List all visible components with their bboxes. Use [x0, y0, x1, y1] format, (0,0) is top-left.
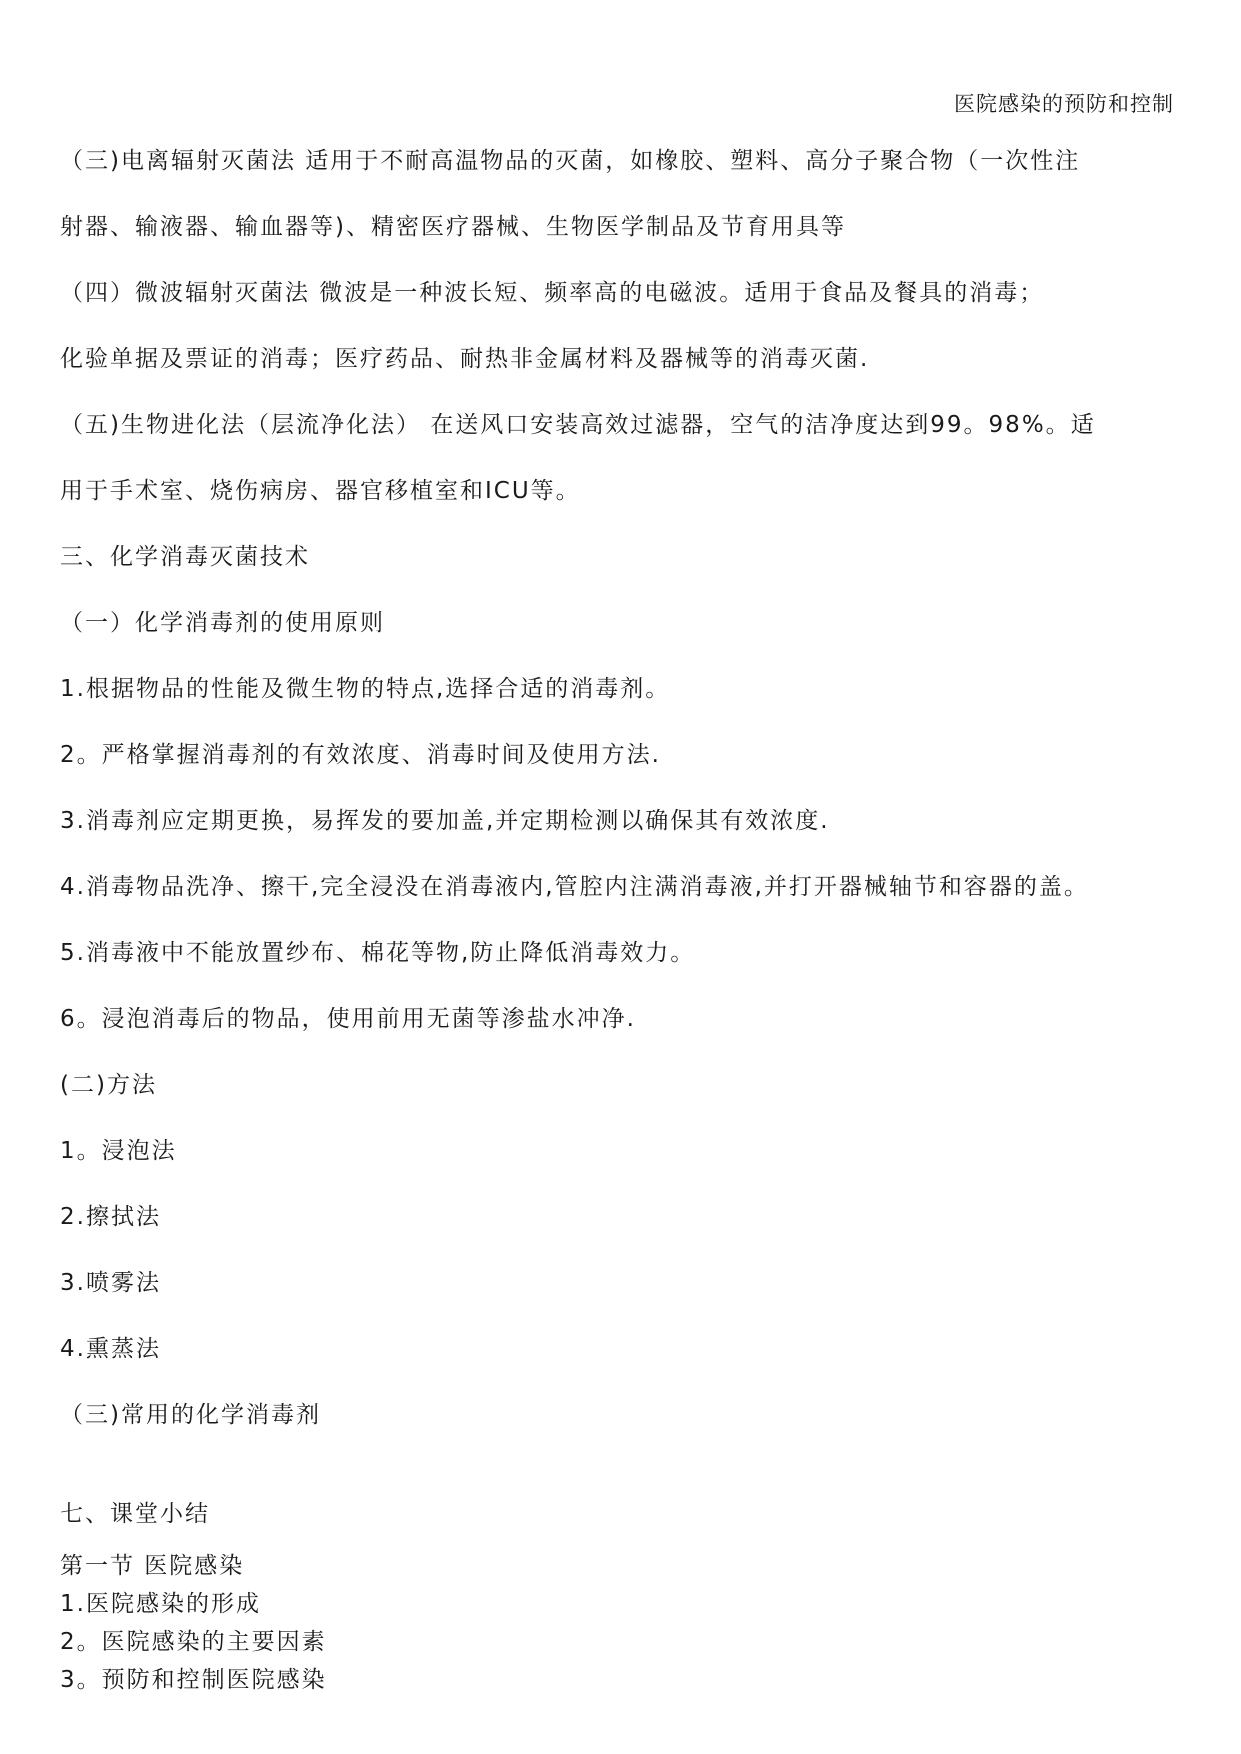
document-body [60, 128, 1180, 1699]
paragraph-microwave-line1: （四）微波辐射灭菌法 微波是一种波长短、频率高的电磁波。适用于食品及餐具的消毒； [60, 280, 1045, 306]
list-item: 4.熏蒸法 [60, 1336, 161, 1362]
section-title-chemical: 三、化学消毒灭菌技术 [60, 544, 310, 570]
list-item: 3.喷雾法 [60, 1270, 161, 1296]
subsection-title-common-disinfectants: （三)常用的化学消毒剂 [60, 1402, 321, 1428]
list-item: 6。浸泡消毒后的物品，使用前用无菌等渗盐水冲净. [60, 1006, 636, 1032]
section-title-summary: 七、课堂小结 [60, 1501, 210, 1527]
list-item: 2。严格掌握消毒剂的有效浓度、消毒时间及使用方法. [60, 742, 661, 768]
list-item: 4.消毒物品洗净、擦干,完全浸没在消毒液内,管腔内注满消毒液,并打开器械轴节和容器的盖。 [60, 874, 1089, 900]
list-item: 1。浸泡法 [60, 1138, 177, 1164]
summary-section-title: 第一节 医院感染 [60, 1553, 245, 1579]
paragraph-ionizing-line1: （三)电离辐射灭菌法 适用于不耐高温物品的灭菌，如橡胶、塑料、高分子聚合物（一次性注 [60, 148, 1081, 174]
list-item: 3.消毒剂应定期更换，易挥发的要加盖,并定期检测以确保其有效浓度. [60, 808, 830, 834]
subsection-title-methods: (二)方法 [60, 1072, 157, 1098]
summary-item: 2。医院感染的主要因素 [60, 1629, 327, 1655]
paragraph-laminar-line2: 用于手术室、烧伤病房、器官移植室和ICU等。 [60, 478, 581, 504]
paragraph-microwave-line2: 化验单据及票证的消毒；医疗药品、耐热非金属材料及器械等的消毒灭菌. [60, 346, 870, 372]
page-header: 医院感染的预防和控制 [954, 92, 1174, 116]
list-item: 5.消毒液中不能放置纱布、棉花等物,防止降低消毒效力。 [60, 940, 696, 966]
paragraph-ionizing-line2: 射器、输液器、输血器等)、精密医疗器械、生物医学制品及节育用具等 [60, 214, 846, 240]
paragraph-laminar-line1: （五)生物进化法（层流净化法） 在送风口安装高效过滤器，空气的洁净度达到99。98%。适 [60, 412, 1096, 438]
list-item: 2.擦拭法 [60, 1204, 161, 1230]
spacer [60, 1448, 1180, 1481]
summary-item: 1.医院感染的形成 [60, 1591, 261, 1617]
list-item: 1.根据物品的性能及微生物的特点,选择合适的消毒剂。 [60, 676, 671, 702]
subsection-title-principles: （一）化学消毒剂的使用原则 [60, 610, 385, 636]
summary-item: 3。预防和控制医院感染 [60, 1667, 327, 1693]
